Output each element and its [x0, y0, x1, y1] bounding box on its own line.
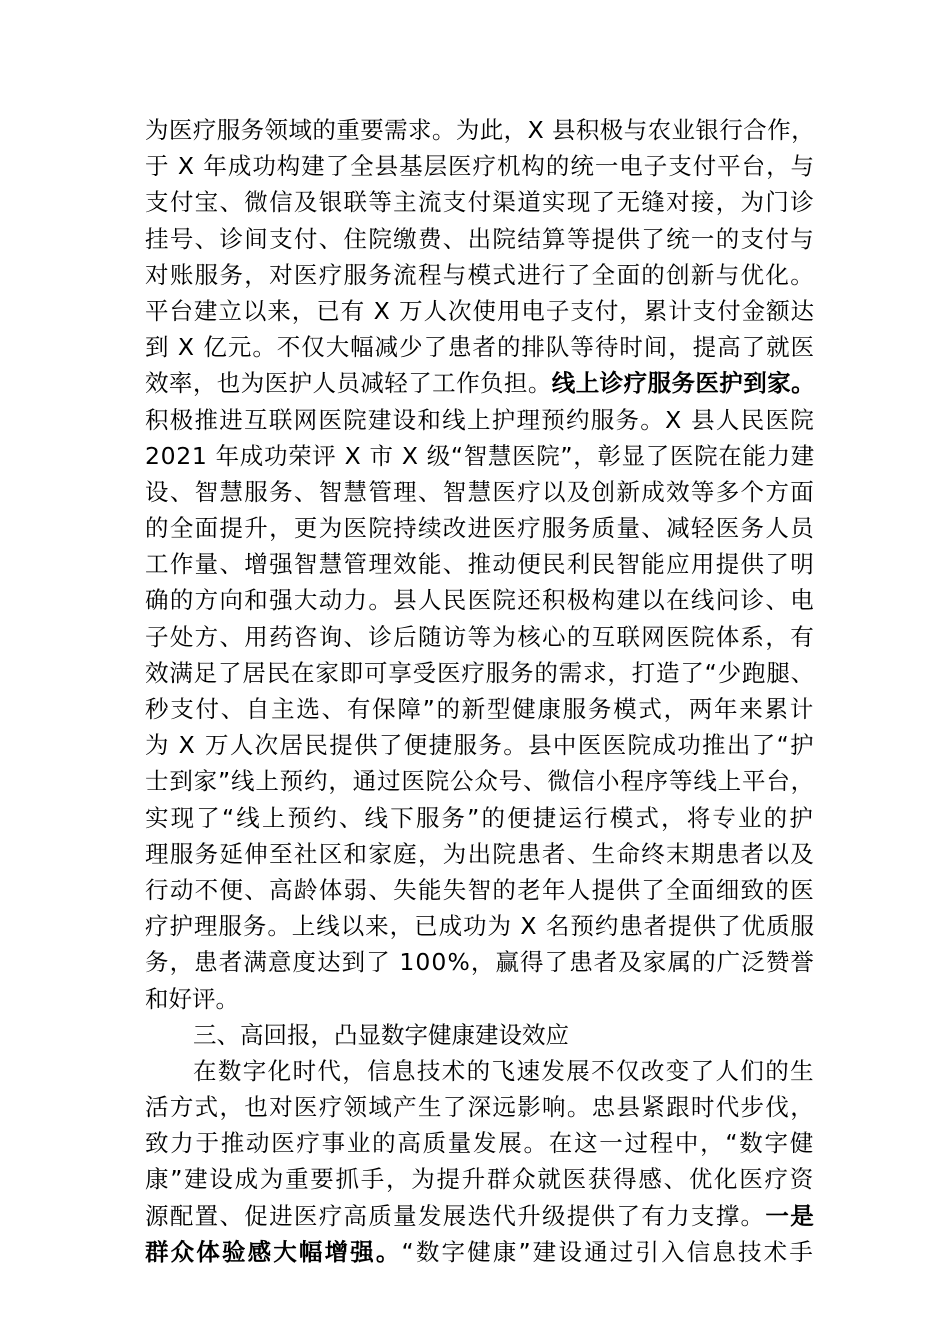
document-body	[145, 112, 815, 1270]
text-line: 子处方、用药咨询、诊后随访等为核心的互联网医院体系，有	[145, 622, 815, 651]
text-line: 实现了“线上预约、线下服务”的便捷运行模式，将专业的护	[145, 803, 815, 832]
text-run: “数字健康”建设通过引入信息技术手	[401, 1237, 815, 1266]
text-line: 为医疗服务领域的重要需求。为此，X 县积极与农业银行合作，	[145, 116, 815, 144]
text-line: 确的方向和强大动力。县人民医院还积极构建以在线问诊、电	[145, 586, 815, 615]
text-line: 设、智慧服务、智慧管理、智慧医疗以及创新成效等多个方面	[145, 477, 815, 506]
text-run: 源配置、促进医疗高质量发展迭代升级提供了有力支撑。	[145, 1201, 766, 1230]
bold-heading-run: 一是	[765, 1201, 815, 1230]
text-line	[145, 365, 815, 401]
text-line: 积极推进互联网医院建设和线上护理预约服务。X 县人民医院	[145, 405, 815, 434]
text-line: 行动不便、高龄体弱、失能失智的老年人提供了全面细致的医	[145, 875, 815, 904]
text-line: 为 X 万人次居民提供了便捷服务。县中医医院成功推出了“护	[145, 731, 815, 760]
section-heading: 三、高回报，凸显数字健康建设效应	[193, 1020, 569, 1049]
text-line: 和好评。	[145, 984, 239, 1013]
text-line: 活方式，也对医疗领域产生了深远影响。忠县紧跟时代步伐，	[145, 1093, 815, 1122]
text-line	[145, 1234, 815, 1270]
text-line: 务，患者满意度达到了 100%，赢得了患者及家属的广泛赞誉	[145, 948, 815, 977]
text-line: 到 X 亿元。不仅大幅减少了患者的排队等待时间，提高了就医	[145, 333, 815, 362]
text-line: 对账服务，对医疗服务流程与模式进行了全面的创新与优化。	[145, 260, 815, 289]
bold-heading-run: 群众体验感大幅增强。	[145, 1237, 402, 1266]
text-line	[145, 1198, 815, 1234]
text-line: 致力于推动医疗事业的高质量发展。在这一过程中，“数字健	[145, 1129, 815, 1158]
text-line: 在数字化时代，信息技术的飞速发展不仅改变了人们的生	[193, 1056, 815, 1085]
text-run: 效率，也为医护人员减轻了工作负担。	[145, 369, 552, 398]
bold-heading-run: 线上诊疗服务医护到家。	[551, 369, 815, 398]
text-line: 2021 年成功荣评 X 市 X 级“智慧医院”，彰显了医院在能力建	[145, 441, 815, 470]
text-line: 秒支付、自主选、有保障”的新型健康服务模式，两年来累计	[145, 695, 815, 723]
text-line: 工作量、增强智慧管理效能、推动便民利民智能应用提供了明	[145, 550, 815, 579]
text-line: 疗护理服务。上线以来，已成功为 X 名预约患者提供了优质服	[145, 912, 815, 941]
text-line: 平台建立以来，已有 X 万人次使用电子支付，累计支付金额达	[145, 296, 815, 325]
text-line: 效满足了居民在家即可享受医疗服务的需求，打造了“少跑腿、	[145, 658, 815, 687]
text-line: 士到家”线上预约，通过医院公众号、微信小程序等线上平台，	[145, 767, 815, 796]
text-line: 支付宝、微信及银联等主流支付渠道实现了无缝对接，为门诊	[145, 188, 815, 217]
text-line: 康”建设成为重要抓手，为提升群众就医获得感、优化医疗资	[145, 1165, 815, 1194]
text-line: 挂号、诊间支付、住院缴费、出院结算等提供了统一的支付与	[145, 224, 815, 253]
text-line: 的全面提升，更为医院持续改进医疗服务质量、减轻医务人员	[145, 514, 815, 543]
text-line: 理服务延伸至社区和家庭，为出院患者、生命终末期患者以及	[145, 839, 815, 868]
text-line: 于 X 年成功构建了全县基层医疗机构的统一电子支付平台，与	[145, 152, 815, 181]
